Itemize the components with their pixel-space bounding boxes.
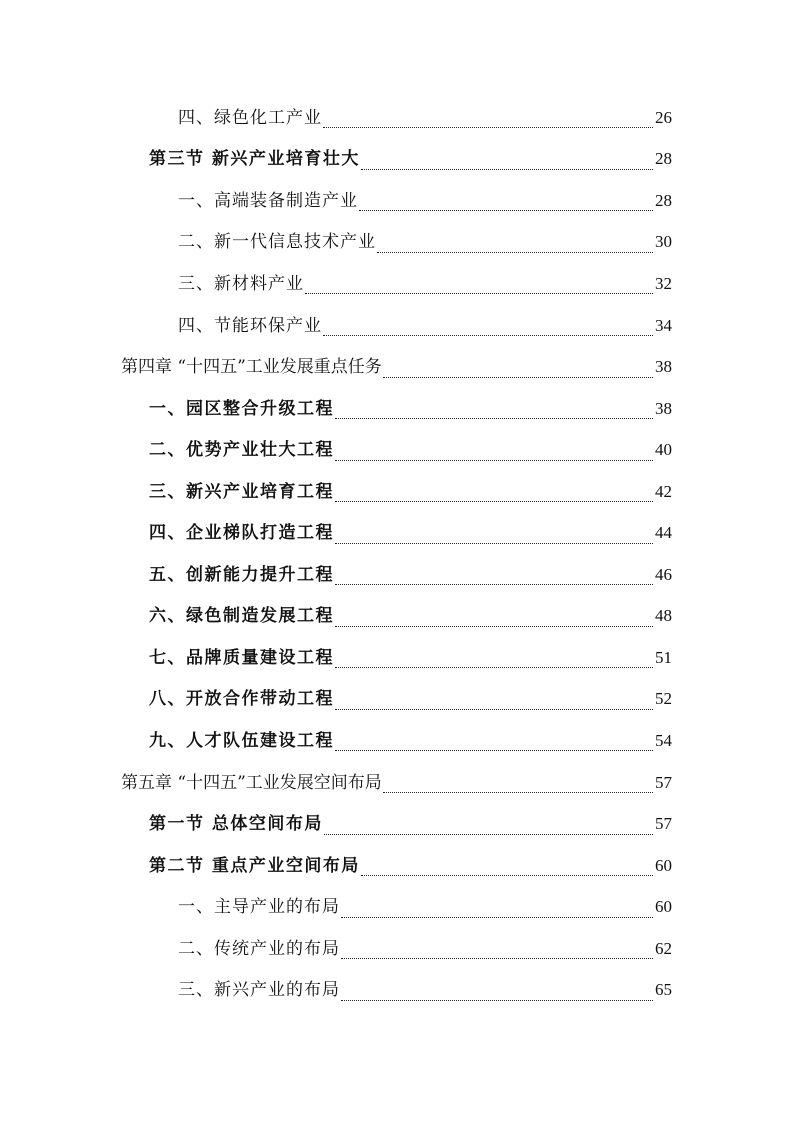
toc-page-number: 28 <box>655 149 672 169</box>
toc-page-number: 28 <box>655 190 672 210</box>
toc-entry-title: 三、新兴产业的布局 <box>178 980 340 1001</box>
toc-entry[interactable] <box>0 346 793 388</box>
toc-page-number: 60 <box>655 897 672 917</box>
toc-dot-leader <box>335 734 653 751</box>
toc-entry[interactable] <box>0 97 793 139</box>
toc-dot-leader <box>341 984 653 1001</box>
toc-page-number: 38 <box>655 357 672 377</box>
toc-entry[interactable] <box>0 845 793 887</box>
toc-dot-leader <box>383 776 653 793</box>
toc-entry-title: 二、新一代信息技术产业 <box>178 232 376 253</box>
toc-dot-leader <box>335 485 653 502</box>
toc-page-number: 65 <box>655 980 672 1000</box>
table-of-contents <box>0 97 793 1037</box>
toc-dot-leader <box>335 568 653 585</box>
toc-page-number: 44 <box>655 523 672 543</box>
toc-entry-title: 一、主导产业的布局 <box>178 897 340 918</box>
toc-entry-title: 第二节 重点产业空间布局 <box>149 855 360 876</box>
toc-entry[interactable] <box>0 720 793 762</box>
toc-entry-title: 一、高端装备制造产业 <box>178 190 358 211</box>
toc-page-number: 40 <box>655 440 672 460</box>
toc-entry[interactable] <box>0 637 793 679</box>
toc-entry-title: 四、绿色化工产业 <box>178 107 322 128</box>
toc-page-number: 51 <box>655 647 672 667</box>
toc-entry-title: 四、企业梯队打造工程 <box>149 523 334 544</box>
toc-entry[interactable] <box>0 928 793 970</box>
toc-page-number: 62 <box>655 938 672 958</box>
toc-entry[interactable] <box>0 762 793 804</box>
toc-entry[interactable] <box>0 886 793 928</box>
toc-page-number: 38 <box>655 398 672 418</box>
toc-entry[interactable] <box>0 512 793 554</box>
toc-entry-title: 第三节 新兴产业培育壮大 <box>149 149 360 170</box>
toc-dot-leader <box>361 859 653 876</box>
toc-entry[interactable] <box>0 305 793 347</box>
toc-page-number: 34 <box>655 315 672 335</box>
toc-dot-leader <box>359 194 653 211</box>
toc-entry-title: 二、优势产业壮大工程 <box>149 440 334 461</box>
toc-entry[interactable] <box>0 679 793 721</box>
toc-entry[interactable] <box>0 596 793 638</box>
toc-entry-title: 九、人才队伍建设工程 <box>149 730 334 751</box>
toc-entry-title: 第一节 总体空间布局 <box>149 814 323 835</box>
toc-page-number: 46 <box>655 564 672 584</box>
toc-page-number: 48 <box>655 606 672 626</box>
toc-dot-leader <box>335 610 653 627</box>
toc-dot-leader <box>361 153 653 170</box>
toc-entry[interactable] <box>0 388 793 430</box>
toc-page-number: 32 <box>655 273 672 293</box>
toc-page-number: 52 <box>655 689 672 709</box>
toc-dot-leader <box>335 527 653 544</box>
toc-page-number: 54 <box>655 730 672 750</box>
toc-dot-leader <box>383 361 653 378</box>
toc-entry-title: 四、节能环保产业 <box>178 315 322 336</box>
toc-dot-leader <box>335 402 653 419</box>
toc-dot-leader <box>323 319 653 336</box>
toc-dot-leader <box>335 651 653 668</box>
toc-entry-title: 一、园区整合升级工程 <box>149 398 334 419</box>
toc-entry-title: 五、创新能力提升工程 <box>149 564 334 585</box>
toc-dot-leader <box>335 444 653 461</box>
toc-entry-title: 第五章 “十四五”工业发展空间布局 <box>121 772 382 793</box>
toc-entry-title: 七、品牌质量建设工程 <box>149 647 334 668</box>
toc-entry-title: 六、绿色制造发展工程 <box>149 606 334 627</box>
toc-entry[interactable] <box>0 263 793 305</box>
toc-entry-title: 三、新兴产业培育工程 <box>149 481 334 502</box>
toc-page-number: 42 <box>655 481 672 501</box>
toc-entry[interactable] <box>0 554 793 596</box>
toc-dot-leader <box>341 942 653 959</box>
toc-entry-title: 八、开放合作带动工程 <box>149 689 334 710</box>
toc-dot-leader <box>323 111 653 128</box>
toc-dot-leader <box>335 693 653 710</box>
toc-entry[interactable] <box>0 180 793 222</box>
toc-entry[interactable] <box>0 471 793 513</box>
toc-entry[interactable] <box>0 139 793 181</box>
toc-page-number: 30 <box>655 232 672 252</box>
toc-dot-leader <box>305 277 653 294</box>
toc-entry[interactable] <box>0 429 793 471</box>
toc-page-number: 26 <box>655 107 672 127</box>
toc-page-number: 60 <box>655 855 672 875</box>
toc-dot-leader <box>341 901 653 918</box>
toc-entry[interactable] <box>0 222 793 264</box>
toc-entry-title: 二、传统产业的布局 <box>178 938 340 959</box>
toc-entry-title: 第四章 “十四五”工业发展重点任务 <box>121 357 382 378</box>
toc-page-number: 57 <box>655 772 672 792</box>
toc-dot-leader <box>377 236 653 253</box>
toc-dot-leader <box>324 818 653 835</box>
toc-page-number: 57 <box>655 814 672 834</box>
toc-entry-title: 三、新材料产业 <box>178 273 304 294</box>
toc-entry[interactable] <box>0 803 793 845</box>
toc-entry[interactable] <box>0 969 793 1011</box>
